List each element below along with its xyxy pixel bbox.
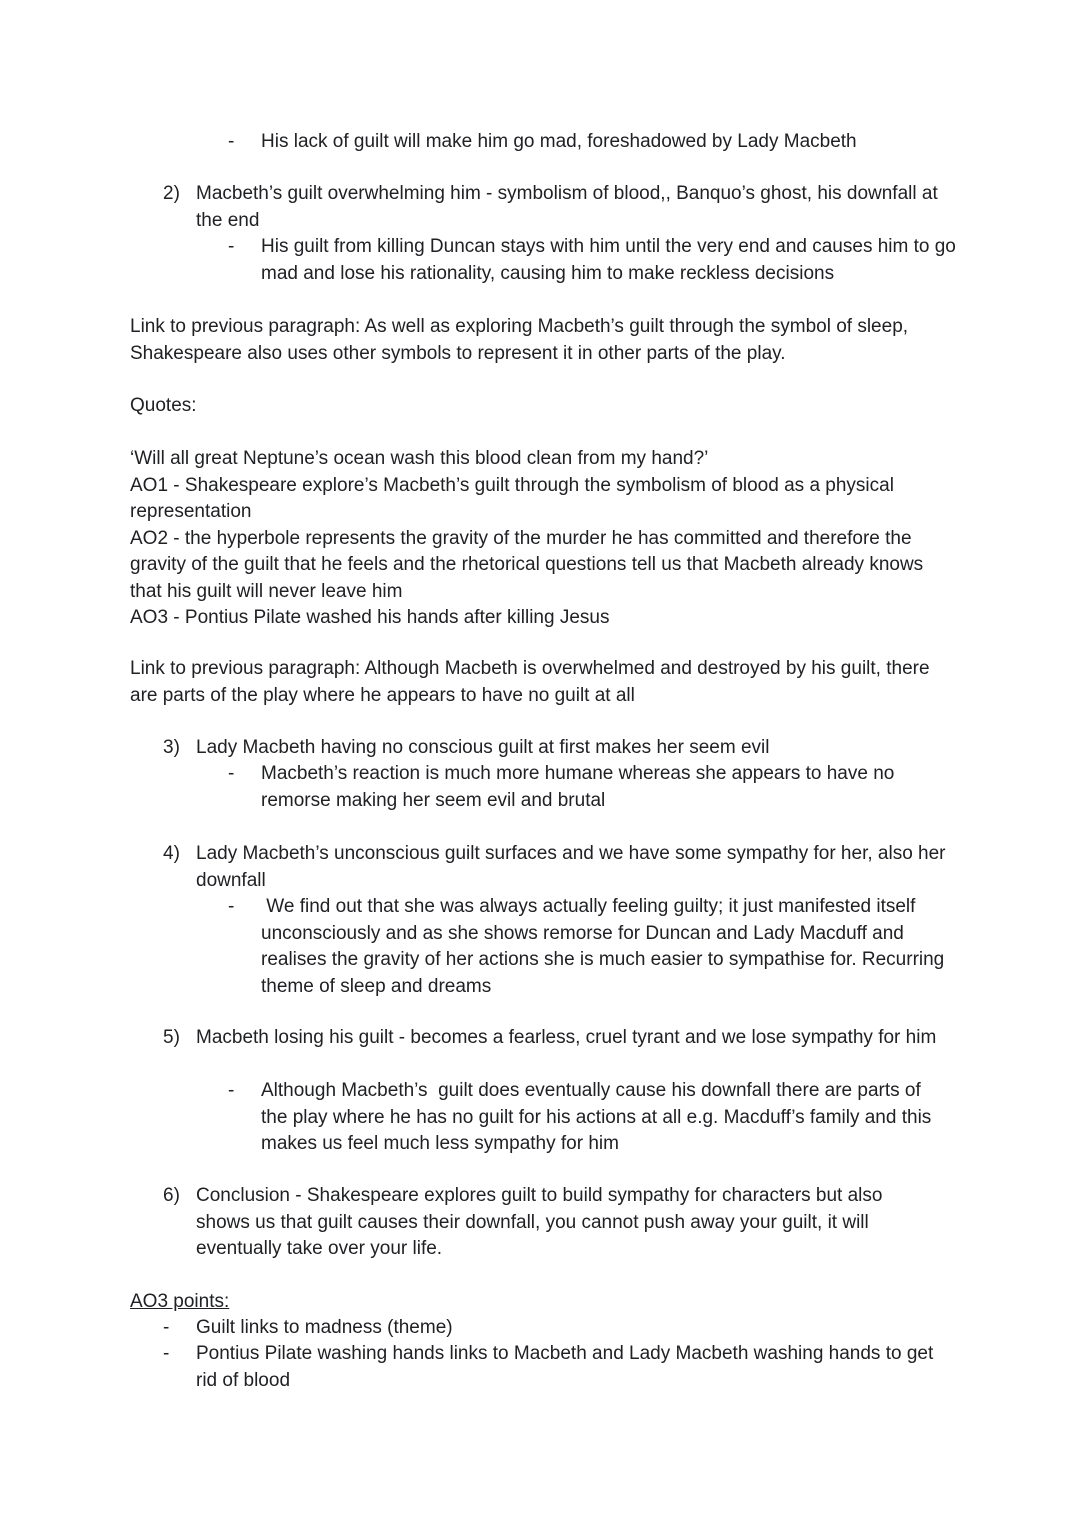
link-paragraph-2: Link to previous paragraph: Although Macbeth is overwhelmed and destroyed by his guilt, there are parts of the play where he appears to have no guilt at all bbox=[130, 658, 930, 706]
ao2-analysis: AO2 - the hyperbole represents the gravity of the murder he has committed and therefore the gravity of the guilt that he feels and the rhetorical questions tell us that Macbeth already knows that his guilt will never leave him bbox=[130, 527, 924, 602]
ao1-analysis: AO1 - Shakespeare explore’s Macbeth’s guilt through the symbolism of blood as a physical representation bbox=[130, 474, 894, 522]
point-number: 4) bbox=[163, 843, 180, 864]
bullet-dash: - bbox=[228, 236, 235, 257]
bullet-text: His guilt from killing Duncan stays with him until the very end and causes him to go mad and lose his rationality, causing him to make reckless decisions bbox=[261, 236, 956, 284]
ao3-point-text: Guilt links to madness (theme) bbox=[196, 1317, 453, 1338]
quote-block bbox=[130, 446, 950, 632]
ao3-points-heading: AO3 points: bbox=[130, 1291, 230, 1312]
quote-line: ‘Will all great Neptune’s ocean wash this blood clean from my hand?’ bbox=[130, 448, 709, 469]
bullet-text: Although Macbeth’s guilt does eventually cause his downfall there are parts of the play where he has no guilt for his actions at all e.g. Macduff’s family and this makes us feel much less sympathy for him bbox=[261, 1080, 937, 1154]
point-text: Lady Macbeth having no conscious guilt at first makes her seem evil bbox=[196, 737, 770, 758]
point-number: 6) bbox=[163, 1185, 180, 1206]
point-number: 5) bbox=[163, 1027, 180, 1048]
link-paragraph-1: Link to previous paragraph: As well as exploring Macbeth’s guilt through the symbol of sleep, Shakespeare also uses other symbols to represent it in other parts of the play. bbox=[130, 316, 909, 364]
bullet-text: Macbeth’s reaction is much more humane whereas she appears to have no remorse making her seem evil and brutal bbox=[261, 763, 895, 811]
point-number: 3) bbox=[163, 737, 180, 758]
bullet-text: We find out that she was always actually feeling guilty; it just manifested itself unconsciously and as she shows remorse for Duncan and Lady Macduff and realises the gravity of her actions she is much easier to sympathise for. Recurring theme of sleep and dreams bbox=[261, 896, 950, 997]
bullet-dash: - bbox=[163, 1343, 170, 1364]
bullet-dash: - bbox=[228, 896, 235, 917]
bullet-text: His lack of guilt will make him go mad, foreshadowed by Lady Macbeth bbox=[261, 131, 857, 152]
ao3-analysis: AO3 - Pontius Pilate washed his hands after killing Jesus bbox=[130, 607, 610, 628]
point-number: 2) bbox=[163, 183, 180, 204]
point-text: Conclusion - Shakespeare explores guilt to build sympathy for characters but also shows us that guilt causes their downfall, you cannot push away your guilt, it will eventually take over your life. bbox=[196, 1185, 883, 1259]
bullet-dash: - bbox=[163, 1317, 170, 1338]
quotes-heading: Quotes: bbox=[130, 395, 197, 416]
bullet-dash: - bbox=[228, 131, 235, 152]
bullet-dash: - bbox=[228, 1080, 235, 1101]
point-text: Macbeth’s guilt overwhelming him - symbolism of blood,, Banquo’s ghost, his downfall at the end bbox=[196, 183, 938, 231]
bullet-dash: - bbox=[228, 763, 235, 784]
point-text: Macbeth losing his guilt - becomes a fearless, cruel tyrant and we lose sympathy for him bbox=[196, 1027, 937, 1048]
ao3-point-text: Pontius Pilate washing hands links to Macbeth and Lady Macbeth washing hands to get rid of blood bbox=[196, 1343, 934, 1391]
point-text: Lady Macbeth’s unconscious guilt surfaces and we have some sympathy for her, also her downfall bbox=[196, 843, 946, 891]
